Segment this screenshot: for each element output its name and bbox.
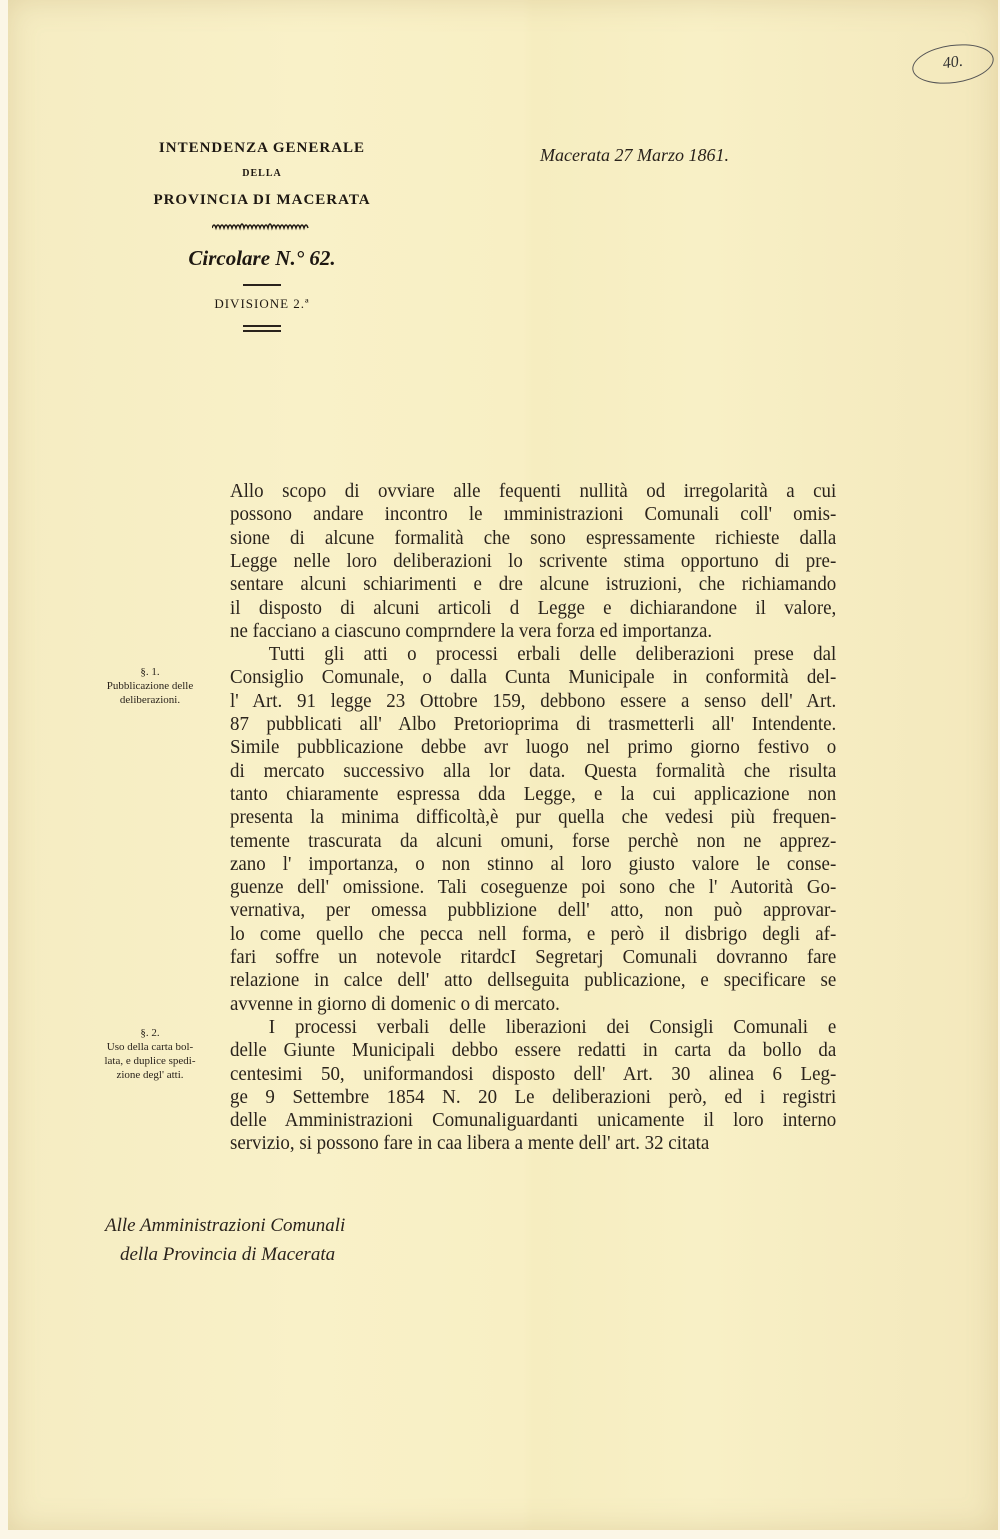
body-line: tanto chiaramente espressa dda Legge, e la cui applicazione non	[230, 783, 837, 805]
body-line: sentare alcuni schiarimenti e dre alcune istruzioni, che richiamando	[230, 574, 837, 596]
body-line: 87 pubblicati all' Albo Pretorioprima di trasmetterli all' Intendente.	[230, 714, 837, 735]
body-line: Consiglio Comunale, o dalla Cunta Municipale in conformità del-	[230, 667, 837, 689]
address-line-2: della Provincia di Macerata	[120, 1244, 336, 1265]
body-line: di mercato successivo alla lor data. Questa formalità che risulta	[230, 760, 837, 782]
margin-note-line: lata, e duplice spedi-	[104, 1055, 196, 1067]
body-line: ne facciano a ciascuno comprndere la vera forza ed importanza.	[230, 620, 713, 642]
margin-note-line: Uso della carta bol-	[106, 1041, 194, 1053]
body-line: fari soffre un notevole ritardcI Segretarj Comunali dovranno fare	[230, 947, 837, 968]
section-number: §. 1.	[140, 666, 160, 678]
body-line: possono andare incontro le ımministrazioni Comunali coll' omis-	[230, 504, 837, 526]
margin-note-2	[75, 1026, 225, 1082]
body-line: sione di alcune formalità che sono espressamente richieste dalla	[230, 527, 837, 549]
body-line: lo come quello che pecca nell forma, e però il disbrigo degli af-	[230, 923, 837, 945]
body-line: delle Giunte Municipali debbo essere redatti in carta da bollo da	[230, 1040, 837, 1062]
date: Macerata 27 Marzo 1861.	[540, 145, 729, 165]
body-line: zano l' importanza, o non stinno al loro giusto valore le conse-	[230, 853, 837, 875]
body-line: ge 9 Settembre 1854 N. 20 Le deliberazioni però, ed i registri	[230, 1086, 837, 1108]
ornament-divider	[212, 220, 312, 232]
address-line-1: Alle Amministrazioni Comunali	[105, 1215, 346, 1236]
header-della: DELLA	[242, 168, 282, 179]
margin-note-1	[75, 665, 225, 707]
margin-note-line: Pubblicazione delle	[106, 680, 194, 692]
body-line: I processi verbali delle liberazioni dei Consigli Comunali e	[268, 1016, 837, 1038]
body-line: l' Art. 91 legge 23 Ottobre 159, debbono essere a senso dell' Art.	[230, 690, 837, 712]
header-rule	[243, 284, 281, 286]
header-intendenza: INTENDENZA GENERALE	[158, 140, 366, 156]
body-line: Allo scopo di ovviare alle fequenti nullità od irregolarità a cui	[230, 481, 837, 502]
body-line: vernativa, per omessa pubblizione dell' atto, non può approvar-	[230, 900, 837, 922]
body-line: presenta la minima difficoltà,è pur quella che vedesi più frequen-	[230, 807, 837, 829]
body-line: Simile pubblicazione debbe avr luogo nel primo giorno festivo o	[230, 737, 837, 759]
divisione: DIVISIONE 2.ª	[214, 296, 310, 311]
body-line: relazione in calce dell' atto dellseguita publicazione, e specificare se	[230, 970, 837, 992]
body-line: Legge nelle loro deliberazioni lo scrivente stima opportuno di pre-	[230, 550, 837, 572]
section-number: §. 2.	[140, 1027, 160, 1039]
body-line: Tutti gli atti o processi erbali delle deliberazioni prese dal	[268, 644, 837, 666]
body-line: avvenne in giorno di domenic o di mercato.	[230, 993, 560, 1015]
header-provincia: PROVINCIA DI MACERATA	[153, 192, 371, 208]
double-rule-top	[243, 325, 281, 327]
body-line: il disposto di alcuni articoli d Legge e dichiarandone il valore,	[230, 597, 837, 619]
body-line: delle Amministrazioni Comunaliguardanti unicamente il loro interno	[230, 1110, 837, 1132]
double-rule-bottom	[243, 330, 281, 332]
margin-note-line: deliberazioni.	[119, 694, 181, 706]
body-line: servizio, si possono fare in caa libera a mente dell' art. 32 citata	[230, 1133, 710, 1155]
page-number: 40.	[941, 52, 964, 73]
margin-note-line: zione degl' atti.	[116, 1069, 184, 1081]
body-line: centesimi 50, uniformandosi disposto dell' Art. 30 alinea 6 Leg-	[230, 1063, 837, 1085]
body-line: guenze dell' omissione. Tali coseguenze poi sono che l' Autorità Go-	[230, 877, 837, 899]
body-line: temente trascurata da alcuni omuni, forse perchè non ne apprez-	[230, 830, 837, 852]
circolare-number: Circolare N.° 62.	[188, 246, 336, 270]
